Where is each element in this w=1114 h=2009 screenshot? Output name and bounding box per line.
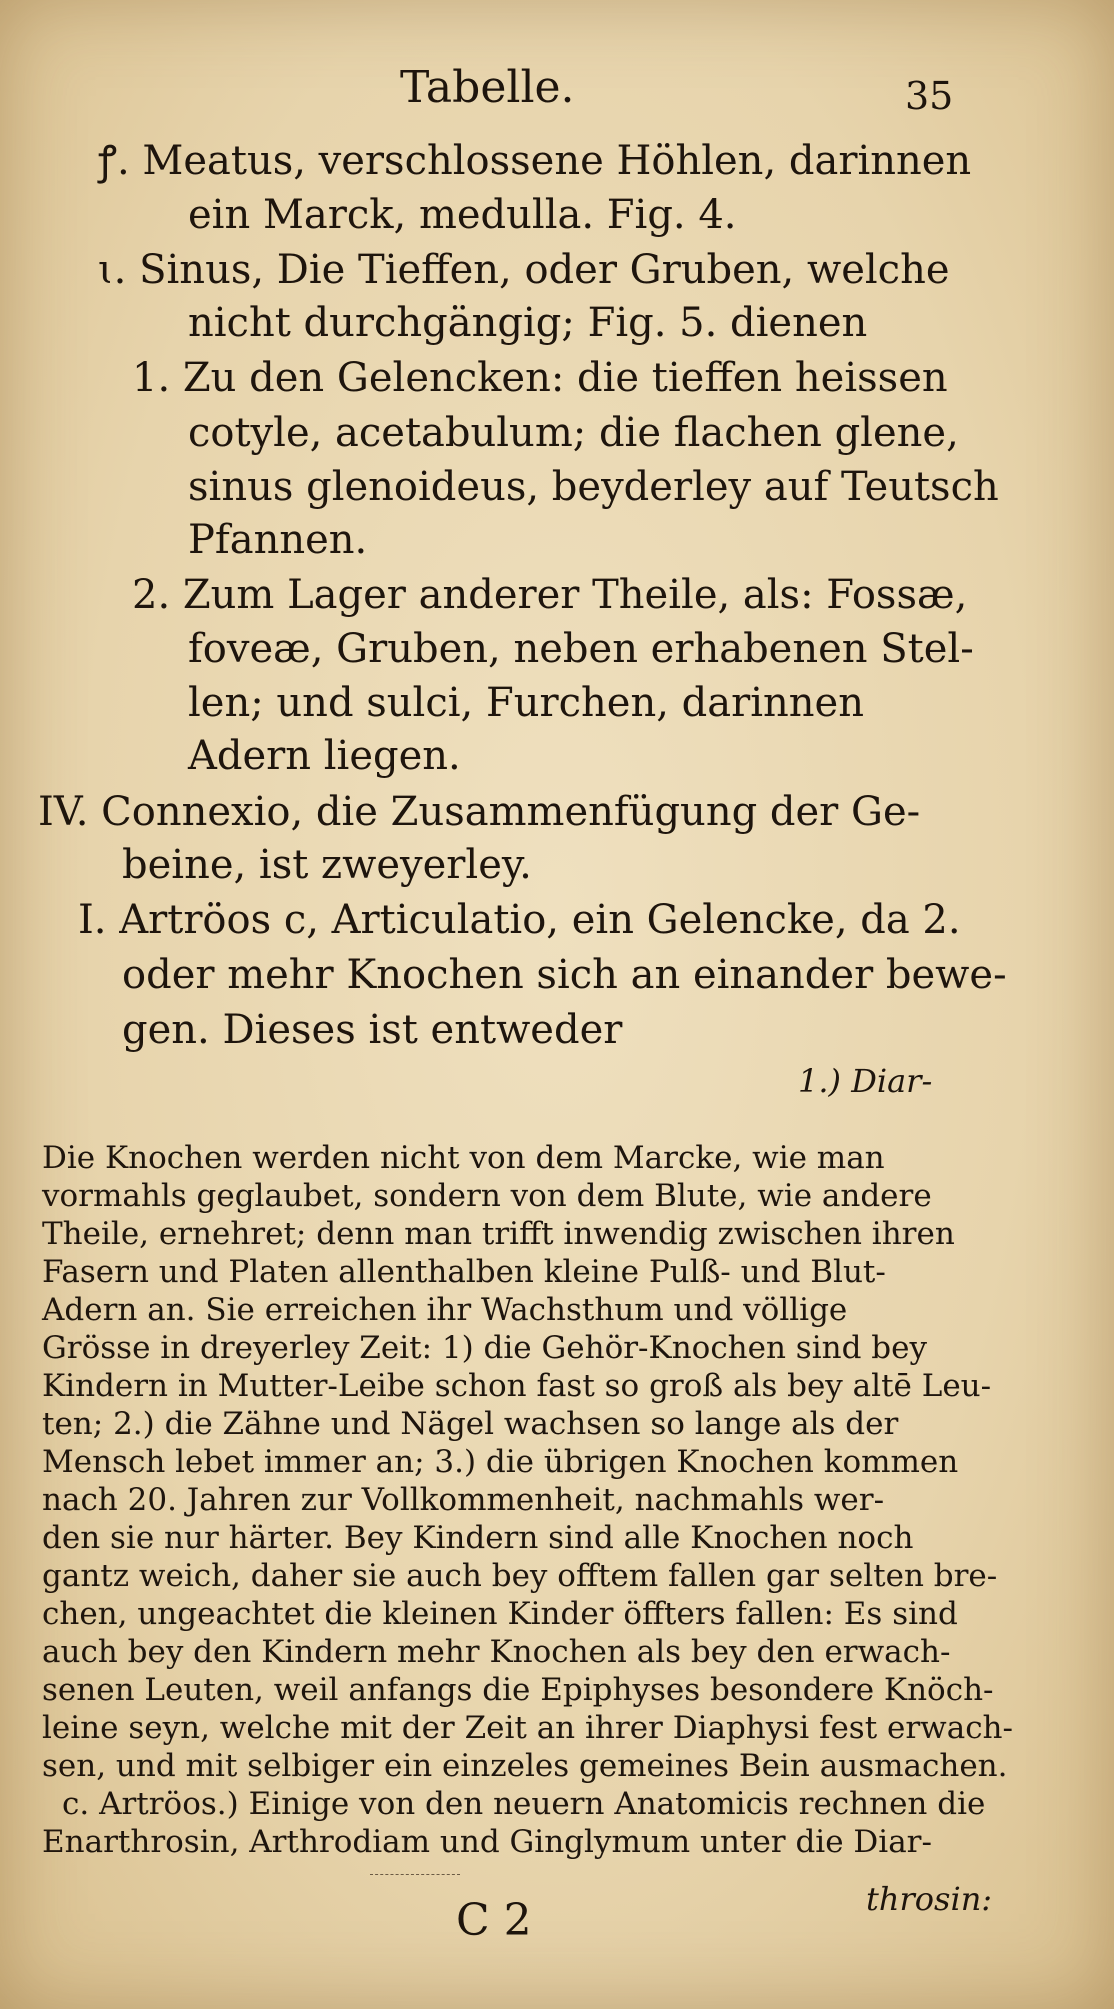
text-line: foveæ, Gruben, neben erhabenen Stel- [188, 626, 974, 672]
footnote-line: c. Artröos.) Einige von den neuern Anatomicis rechnen die [62, 1786, 986, 1822]
text-line: I. Artröos c, Articulatio, ein Gelencke, da 2. [78, 897, 961, 943]
footnote-line: nach 20. Jahren zur Vollkommenheit, nachmahls wer- [42, 1482, 885, 1518]
text-line: len; und sulci, Furchen, darinnen [188, 680, 864, 726]
text-line: Pfannen. [188, 517, 368, 563]
text-line: cotyle, acetabulum; die flachen glene, [188, 410, 959, 456]
catchword-footnote: throsin: [866, 1880, 993, 1918]
text-line: beine, ist zweyerley. [122, 842, 532, 888]
footnote-line: Enarthrosin, Arthrodiam und Ginglymum unter die Diar- [42, 1824, 932, 1860]
footnote-line: Grösse in dreyerley Zeit: 1) die Gehör-Knochen sind bey [42, 1330, 927, 1366]
footnote-line: Adern an. Sie erreichen ihr Wachsthum und völlige [42, 1292, 848, 1328]
footnote-line: Fasern und Platen allenthalben kleine Pulß- und Blut- [42, 1254, 886, 1290]
text-line: nicht durchgängig; Fig. 5. dienen [188, 300, 868, 346]
footnote-line: Kindern in Mutter-Leibe schon fast so groß als bey altē Leu- [42, 1368, 992, 1404]
footnote-line: auch bey den Kindern mehr Knochen als bey den erwach- [42, 1634, 951, 1670]
page-number: 35 [905, 74, 954, 118]
text-line: 1. Zu den Gelencken: die tieffen heissen [132, 355, 948, 401]
text-line: IV. Connexio, die Zusammenfügung der Ge- [38, 789, 921, 835]
footnote-line: Mensch lebet immer an; 3.) die übrigen Knochen kommen [42, 1444, 959, 1480]
text-line: ꝭ. Meatus, verschlossene Höhlen, darinnen [98, 138, 972, 184]
catchword-main: 1.) Diar- [798, 1062, 933, 1100]
divider-rule [370, 1874, 460, 1875]
footnote-line: sen, und mit selbiger ein einzeles gemeines Bein ausmachen. [42, 1748, 1008, 1784]
running-title: Tabelle. [400, 62, 575, 113]
text-line: ein Marck, medulla. Fig. 4. [188, 192, 737, 238]
footnote-line: Die Knochen werden nicht von dem Marcke, wie man [42, 1140, 885, 1176]
text-line: ɩ. Sinus, Die Tieffen, oder Gruben, welche [98, 247, 950, 293]
footnote-line: gantz weich, daher sie auch bey offtem fallen gar selten bre- [42, 1558, 998, 1594]
footnote-line: vormahls geglaubet, sondern von dem Blute, wie andere [42, 1178, 932, 1214]
footnote-line: ten; 2.) die Zähne und Nägel wachsen so lange als der [42, 1406, 899, 1442]
text-line: 2. Zum Lager anderer Theile, als: Fossæ, [132, 572, 968, 618]
footnote-line: chen, ungeachtet die kleinen Kinder öffters fallen: Es sind [42, 1596, 958, 1632]
text-line: sinus glenoideus, beyderley auf Teutsch [188, 464, 999, 510]
text-line: oder mehr Knochen sich an einander bewe- [122, 952, 1007, 998]
footnote-line: den sie nur härter. Bey Kindern sind alle Knochen noch [42, 1520, 914, 1556]
text-line: Adern liegen. [188, 733, 461, 779]
footnote-line: leine seyn, welche mit der Zeit an ihrer Diaphysi fest erwach- [42, 1710, 1013, 1746]
text-line: gen. Dieses ist entweder [122, 1007, 623, 1053]
footnote-line: senen Leuten, weil anfangs die Epiphyses besondere Knöch- [42, 1672, 994, 1708]
footnote-line: Theile, ernehret; denn man trifft inwendig zwischen ihren [42, 1216, 955, 1252]
signature-mark: C 2 [456, 1895, 532, 1946]
